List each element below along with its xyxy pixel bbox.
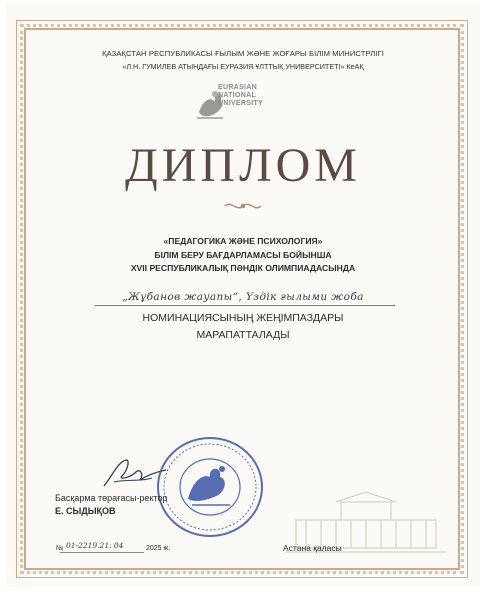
registration-label: №: [56, 545, 64, 552]
ministry-name: ҚАЗАҚСТАН РЕСПУБЛИКАСЫ ҒЫЛЫМ ЖӘНЕ ЖОҒАРЫ БІЛІМ МИНИСТРЛІГІ: [102, 49, 384, 58]
handwriting-underline: [95, 305, 395, 306]
city-name: Астана қаласы: [283, 543, 342, 553]
logo-wordmark: [218, 84, 263, 108]
program-line-3: XVII РЕСПУБЛИКАЛЫҚ ПӘНДІК ОЛИМПИАДАСЫНДА: [130, 263, 356, 273]
logo-line-2: NATIONAL: [218, 92, 257, 99]
program-line-1: «ПЕДАГОГИКА ЖӘНЕ ПСИХОЛОГИЯ»: [163, 236, 323, 246]
nomination-label: НОМИНАЦИЯСЫНЫҢ ЖЕҢІМПАЗДАРЫ: [142, 312, 344, 324]
flourish-ornament-icon: [223, 199, 263, 213]
signatory-name: Е. СЫДЫҚОВ: [55, 506, 116, 516]
official-seal-icon: [152, 433, 268, 541]
awarded-label: МАРАПАТТАЛАДЫ: [196, 329, 290, 341]
nomination-handwritten: „Жұбанов жауапы“, Үздік ғылыми жоба: [122, 291, 364, 303]
logo-line-1: EURASIAN: [218, 84, 257, 91]
logo-line-3: UNIVERSITY: [218, 100, 264, 107]
program-line-2: БІЛІМ БЕРУ БАҒДАРЛАМАСЫ БОЙЫНША: [154, 250, 332, 260]
diploma-title: ДИПЛОМ: [125, 139, 361, 192]
registration-number: 01-2219.21. 04: [66, 541, 124, 550]
signatory-position: Басқарма төрағасы-ректор: [55, 493, 168, 503]
registration-year: 2025 ж.: [146, 545, 171, 552]
registration-underline: [60, 552, 144, 553]
university-name: «Л.Н. ГУМИЛЕВ АТЫНДАҒЫ ЕУРАЗИЯ ҰЛТТЫҚ УНИВЕРСИТЕТІ» КеАҚ: [122, 62, 364, 71]
